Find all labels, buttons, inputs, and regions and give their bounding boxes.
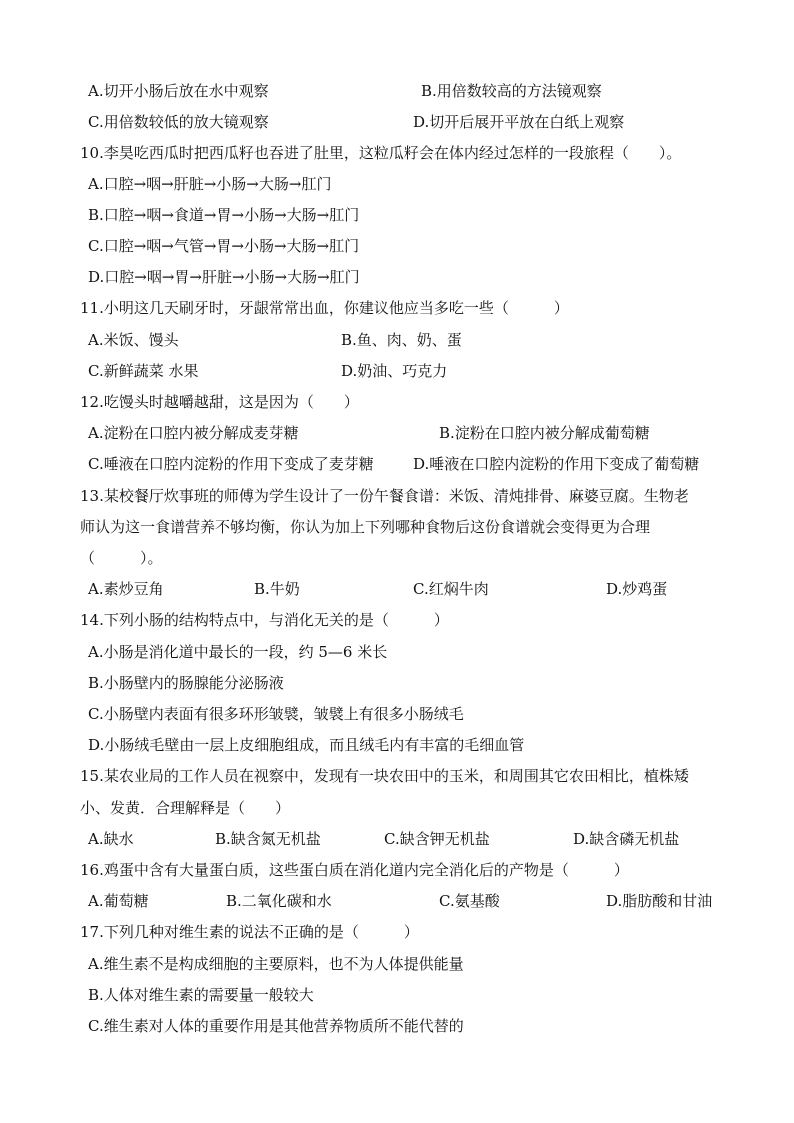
- q15-option-d: D.缺含磷无机盐: [573, 830, 680, 848]
- q14-option-d: D.小肠绒毛壁由一层上皮细胞组成，而且绒毛内有丰富的毛细血管: [88, 736, 525, 754]
- q16-option-a: A.葡萄糖: [88, 892, 149, 910]
- q17-option-a: A.维生素不是构成细胞的主要原料，也不为人体提供能量: [88, 955, 464, 973]
- q13-option-c: C.红焖牛肉: [413, 580, 489, 598]
- q12-stem: 12.吃馒头时越嚼越甜，这是因为（ ）: [80, 393, 359, 411]
- q16-stem: 16.鸡蛋中含有大量蛋白质，这些蛋白质在消化道内完全消化后的产物是（ ）: [80, 861, 629, 879]
- q14-option-a: A.小肠是消化道中最长的一段，约 5—6 米长: [88, 643, 388, 661]
- q13-option-d: D.炒鸡蛋: [606, 580, 668, 598]
- q15-option-c: C.缺含钾无机盐: [384, 830, 490, 848]
- q11-option-a: A.米饭、馒头: [88, 331, 179, 349]
- q11-option-c: C.新鲜蔬菜 水果: [88, 362, 199, 380]
- q17-option-c: C.维生素对人体的重要作用是其他营养物质所不能代替的: [88, 1017, 464, 1035]
- q9-option-d: D.切开后展开平放在白纸上观察: [413, 113, 625, 131]
- q12-option-a: A.淀粉在口腔内被分解成麦芽糖: [88, 424, 299, 442]
- q13-stem-line3: （ ）。: [80, 549, 163, 567]
- q12-option-c: C.唾液在口腔内淀粉的作用下变成了麦芽糖: [88, 455, 374, 473]
- q11-option-d: D.奶油、巧克力: [341, 362, 448, 380]
- q11-option-b: B.鱼、肉、奶、蛋: [341, 331, 462, 349]
- q17-option-b: B.人体对维生素的需要量一般较大: [88, 986, 314, 1004]
- q10-option-b: B.口腔→咽→食道→胃→小肠→大肠→肛门: [88, 206, 360, 224]
- q10-option-c: C.口腔→咽→气管→胃→小肠→大肠→肛门: [88, 237, 360, 255]
- q15-stem-line1: 15.某农业局的工作人员在视察中，发现有一块农田中的玉米，和周围其它农田相比，植株矮: [80, 767, 689, 785]
- q12-option-d: D.唾液在口腔内淀粉的作用下变成了葡萄糖: [413, 455, 700, 473]
- q9-option-a: A.切开小肠后放在水中观察: [88, 82, 269, 100]
- q9-option-c: C.用倍数较低的放大镜观察: [88, 113, 269, 131]
- q16-option-b: B.二氧化碳和水: [226, 892, 332, 910]
- q15-stem-line2: 小、发黄．合理解释是（ ）: [80, 799, 291, 817]
- q16-option-d: D.脂肪酸和甘油: [606, 892, 713, 910]
- q13-option-a: A.素炒豆角: [88, 580, 164, 598]
- q9-option-b: B.用倍数较高的方法镜观察: [421, 82, 602, 100]
- q14-option-c: C.小肠壁内表面有很多环形皱襞，皱襞上有很多小肠绒毛: [88, 705, 464, 723]
- q13-option-b: B.牛奶: [254, 580, 300, 598]
- q10-option-d: D.口腔→咽→胃→肝脏→小肠→大肠→肛门: [88, 268, 360, 286]
- q15-option-a: A.缺水: [88, 830, 134, 848]
- q13-stem-line1: 13.某校餐厅炊事班的师傅为学生设计了一份午餐食谱：米饭、清炖排骨、麻婆豆腐。生物老: [80, 487, 689, 505]
- q10-option-a: A.口腔→咽→肝脏→小肠→大肠→肛门: [88, 175, 332, 193]
- q12-option-b: B.淀粉在口腔内被分解成葡萄糖: [439, 424, 650, 442]
- q16-option-c: C.氨基酸: [439, 892, 500, 910]
- q13-stem-line2: 师认为这一食谱营养不够均衡，你认为加上下列哪种食物后这份食谱就会变得更为合理: [80, 518, 651, 536]
- q14-option-b: B.小肠壁内的肠腺能分泌肠液: [88, 674, 284, 692]
- q17-stem: 17.下列几种对维生素的说法不正确的是（ ）: [80, 923, 419, 941]
- q15-option-b: B.缺含氮无机盐: [215, 830, 321, 848]
- q14-stem: 14.下列小肠的结构特点中，与消化无关的是（ ）: [80, 611, 449, 629]
- q10-stem: 10.李昊吃西瓜时把西瓜籽也吞进了肚里，这粒瓜籽会在体内经过怎样的一段旅程（ ）。: [80, 144, 682, 162]
- q11-stem: 11.小明这几天刷牙时，牙龈常常出血，你建议他应当多吃一些（ ）: [80, 299, 569, 317]
